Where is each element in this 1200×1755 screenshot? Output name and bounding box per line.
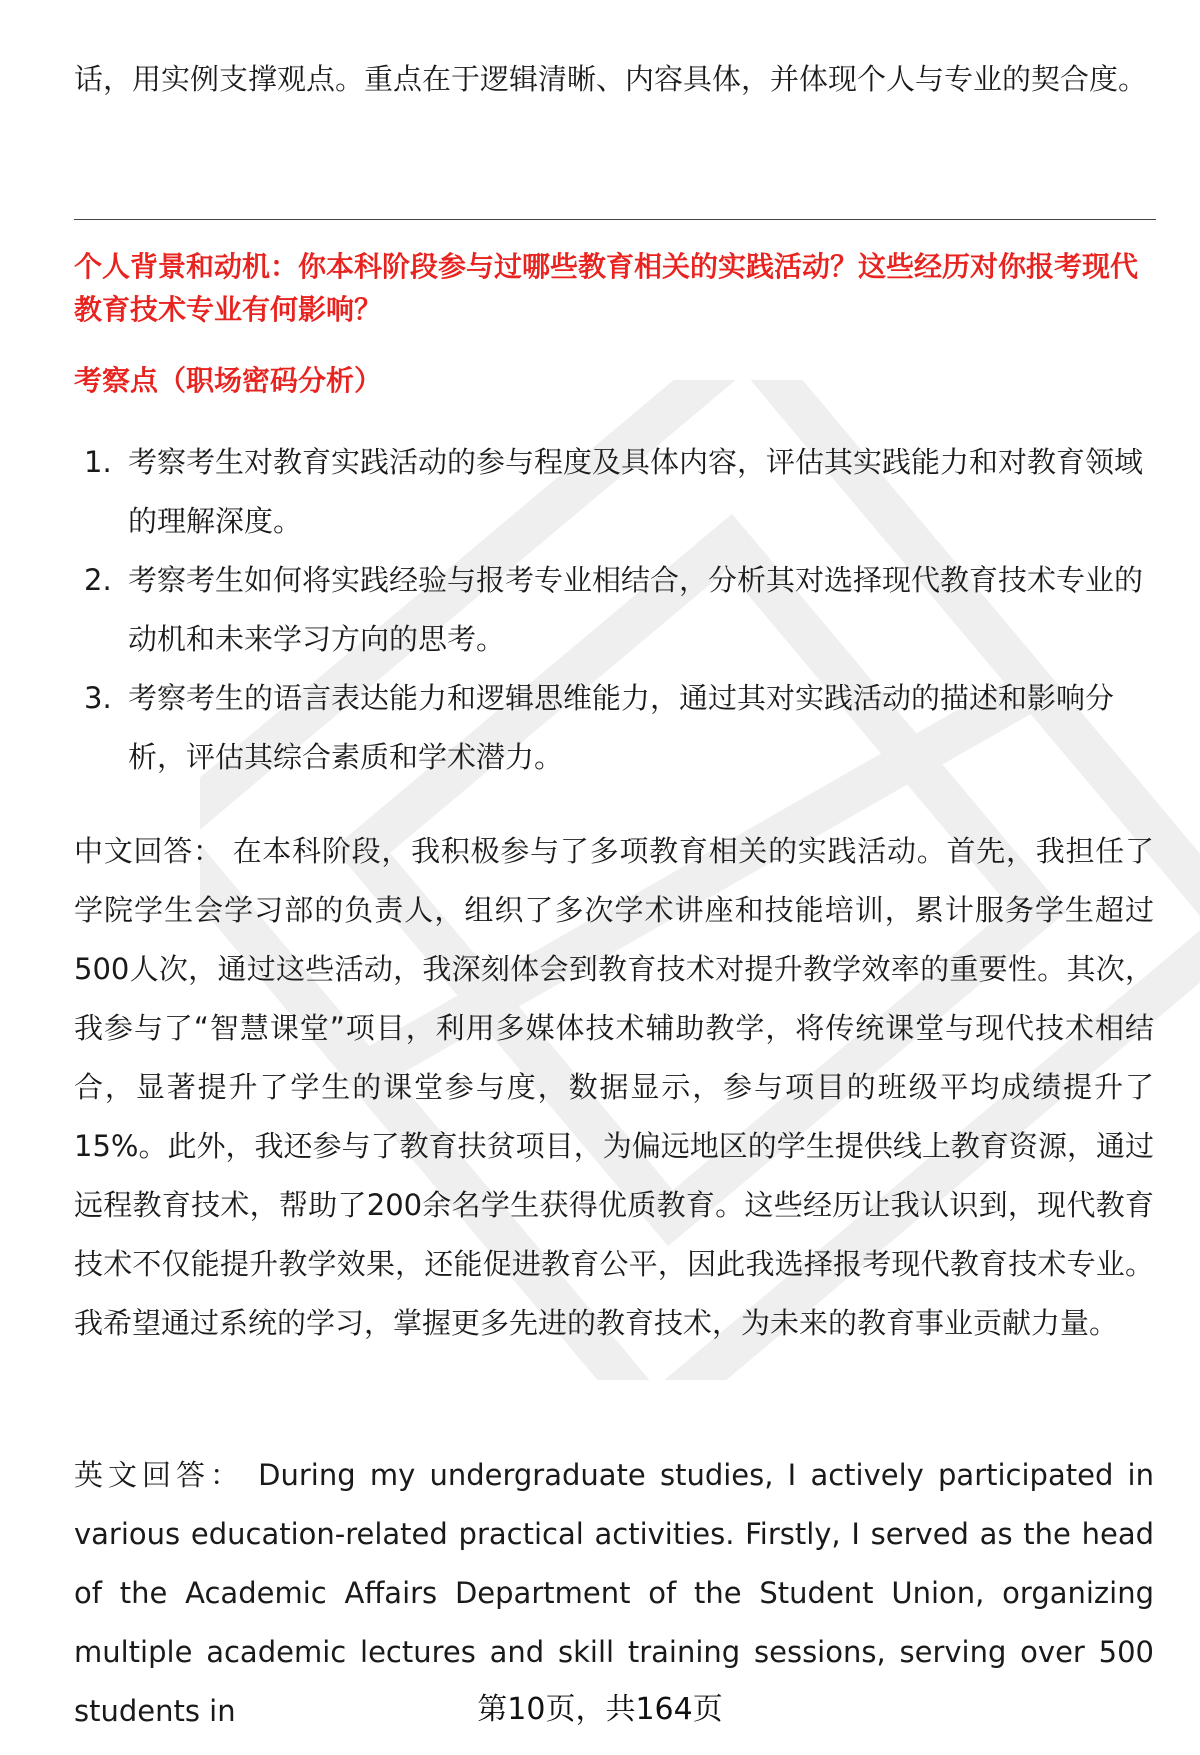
list-item-text: 考察考生的语言表达能力和逻辑思维能力，通过其对实践活动的描述和影响分析，评估其综合素质和学术潜力。 bbox=[128, 681, 1115, 774]
list-item-number: 1. bbox=[84, 445, 112, 479]
list-item-text: 考察考生如何将实践经验与报考专业相结合，分析其对选择现代教育技术专业的动机和未来学习方向的思考。 bbox=[128, 563, 1144, 656]
chinese-answer-label: 中文回答： bbox=[74, 834, 223, 868]
chinese-answer-text: 在本科阶段，我积极参与了多项教育相关的实践活动。首先，我担任了学院学生会学习部的负责人，组织了多次学术讲座和技能培训，累计服务学生超过500人次，通过这些活动，我深刻体会到教育技术对提升教学效率的重要性。其次，我参与了“智慧课堂”项目，利用多媒体技术辅助教学，将传统课堂与现代技术相结合，显著提升了学生的课堂参与度，数据显示，参与项目的班级平均成绩提升了15%。此外，我还参与了教育扶贫项目，为偏远地区的学生提供线上教育资源，通过远程教育技术，帮助了200余名学生获得优质教育。这些经历让我认识到，现代教育技术不仅能提升教学效果，还能促进教育公平，因此我选择报考现代教育技术专业。我希望通过系统的学习，掌握更多先进的教育技术，为未来的教育事业贡献力量。 bbox=[74, 834, 1154, 1340]
intro-paragraph: 话，用实例支撑观点。重点在于逻辑清晰、内容具体，并体现个人与专业的契合度。 bbox=[74, 62, 1148, 96]
list-item-number: 2. bbox=[84, 563, 112, 597]
list-item bbox=[74, 669, 1156, 787]
key-points-list bbox=[74, 433, 1156, 787]
key-points-title: 考察点（职场密码分析） bbox=[74, 364, 383, 397]
english-answer-label: 英文回答： bbox=[74, 1458, 244, 1492]
list-item-number: 3. bbox=[84, 681, 112, 715]
chinese-answer bbox=[74, 822, 1154, 1353]
section-divider bbox=[74, 219, 1156, 220]
english-answer-text: During my undergraduate studies, I actively participated in various education-related practical activities. Firstly, I served as the head of the Academic Affairs Department of the Student Union, organizing multiple academic lectures and skill training sessions, serving over 500 students in bbox=[74, 1458, 1154, 1728]
list-item bbox=[74, 551, 1156, 669]
question-heading: 个人背景和动机：你本科阶段参与过哪些教育相关的实践活动？这些经历对你报考现代教育技术专业有何影响？ bbox=[74, 250, 1139, 326]
list-item-text: 考察考生对教育实践活动的参与程度及具体内容，评估其实践能力和对教育领域的理解深度。 bbox=[128, 445, 1144, 538]
page-number: 第10页，共164页 bbox=[477, 1692, 723, 1727]
list-item bbox=[74, 433, 1156, 551]
